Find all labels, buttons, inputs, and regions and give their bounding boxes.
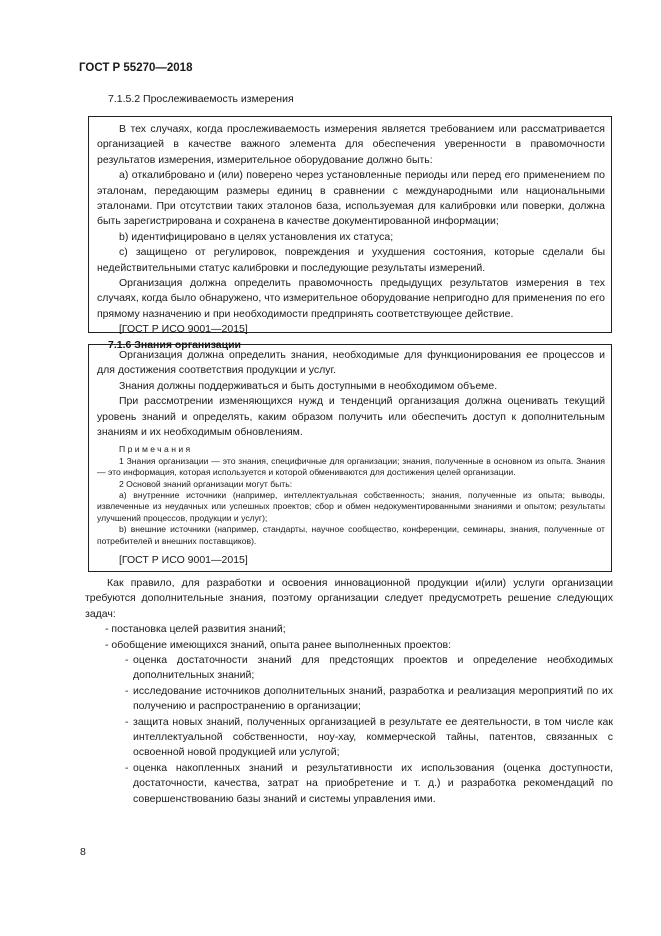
list-marker: - <box>105 623 109 636</box>
note-item: 1 Знания организации — это знания, специфичные для организации; знания, полученные в основном из опыта. Знания — это информация, которая используется и которой обмениваются для достижения целей организации. <box>97 455 605 478</box>
quote-box-7152 <box>88 116 612 336</box>
note-item: 2 Основой знаний организации могут быть: <box>119 478 293 489</box>
box-paragraph: Знания должны поддерживаться и быть доступными в необходимом объеме. <box>119 379 498 392</box>
sub-list-item-text: оценка достаточности знаний для предстоящих проектов и определение необходимых дополнительных знаний; <box>133 654 613 682</box>
list-item-text: обобщение имеющихся знаний, опыта ранее выполненных проектов: <box>111 638 452 651</box>
box-paragraph: В тех случаях, когда прослеживаемость измерения является требованием или рассматривается организацией в качестве важного элемента для обеспечения уверенности в правомочности результатов измерения, измерительное оборудование должно быть: <box>97 123 605 166</box>
body-intro: Как правило, для разработки и освоения инновационной продукции и(или) услуги организации требуются дополнительные знания, поэтому организации следует предусмотреть решение следующих задач: <box>85 577 613 620</box>
box-paragraph: а) откалибровано и (или) поверено через установленные периоды или перед его применением по эталонам, передающим размеры единиц в сравнении с международными или национальными эталонами. При отсутствии таких эталонов база, используемая для калибровки или поверки, должна быть зарегистрирована и сохранена в качестве документированной информации; <box>97 169 605 228</box>
sub-list-item <box>125 715 613 761</box>
list-marker: - <box>125 761 129 774</box>
sub-list-item-text: исследование источников дополнительных знаний, разработка и реализация мероприятий по их получению и распространению в организации; <box>133 684 613 713</box>
sub-list-item <box>125 653 613 684</box>
list-item-text: постановка целей развития знаний; <box>111 623 286 636</box>
note-item: b) внешние источники (например, стандарты, научное сообщество, конференции, семинары, знания, полученные от потребителей и внешних поставщиков). <box>97 524 605 546</box>
quote-box-716 <box>88 344 612 572</box>
section-title-716: 7.1.6 Знания организации <box>108 339 241 351</box>
sub-list-item-text: защита новых знаний, полученных организацией в результате ее деятельности, в том числе как интеллектуальной собственности, ноу-хау, коммерческой тайны, патентов, связанных с освоенной новой продукцией или услугой; <box>133 715 613 759</box>
list-marker: - <box>125 654 129 667</box>
note-item: a) внутренние источники (например, интеллектуальная собственность; знания, полученные из опыта; выводы, извлеченные из неудачных или успешных проектов; сбор и обмен недокументированными знаниями и опытом; результаты улучшений процессов, продукции и услуг); <box>97 490 605 523</box>
document-header: ГОСТ Р 55270—2018 <box>79 62 193 74</box>
box-paragraph: Организация должна определить знания, необходимые для функционирования ее процессов и для достижения соответствия продукции и услуг. <box>97 349 605 377</box>
sub-list-item <box>125 684 613 715</box>
list-item <box>105 622 613 637</box>
sub-list-item <box>125 761 613 807</box>
page-number: 8 <box>80 846 86 858</box>
sub-list-item-text: оценка накопленных знаний и результативности их использования (оценка доступности, достаточности, качества, затрат на приобретение и т. д.) и разработка рекомендаций по совершенствованию базы знаний и системы управления ими. <box>133 761 613 805</box>
box-paragraph: Организация должна определить правомочность предыдущих результатов измерения в тех случаях, когда было обнаружено, что измерительное оборудование непригодно для применения по его прямому назначению и при необходимости предпринять соответствующее действие. <box>97 277 605 320</box>
box-paragraph: c) защищено от регулировок, повреждения и ухудшения состояния, которые сделали бы недействительными статус калибровки и последующие результаты измерений. <box>97 246 605 274</box>
list-marker: - <box>125 715 129 728</box>
list-item <box>105 638 613 653</box>
notes-title: Примечания <box>119 444 193 455</box>
box-paragraph: b) идентифицировано в целях установления их статуса; <box>119 230 394 243</box>
body-text <box>85 576 613 807</box>
list-marker: - <box>105 638 109 651</box>
box-paragraph: При рассмотрении изменяющихся нужд и тенденций организация должна оценивать текущий уровень знаний и определять, каким образом получить или обеспечить доступ к дополнительным знаниям и их необходимым обновлениям. <box>97 395 605 439</box>
box-reference: [ГОСТ Р ИСО 9001—2015] <box>119 323 248 336</box>
list-marker: - <box>125 684 129 697</box>
box-reference: [ГОСТ Р ИСО 9001—2015] <box>119 554 248 567</box>
section-title-7152: 7.1.5.2 Прослеживаемость измерения <box>108 93 294 105</box>
